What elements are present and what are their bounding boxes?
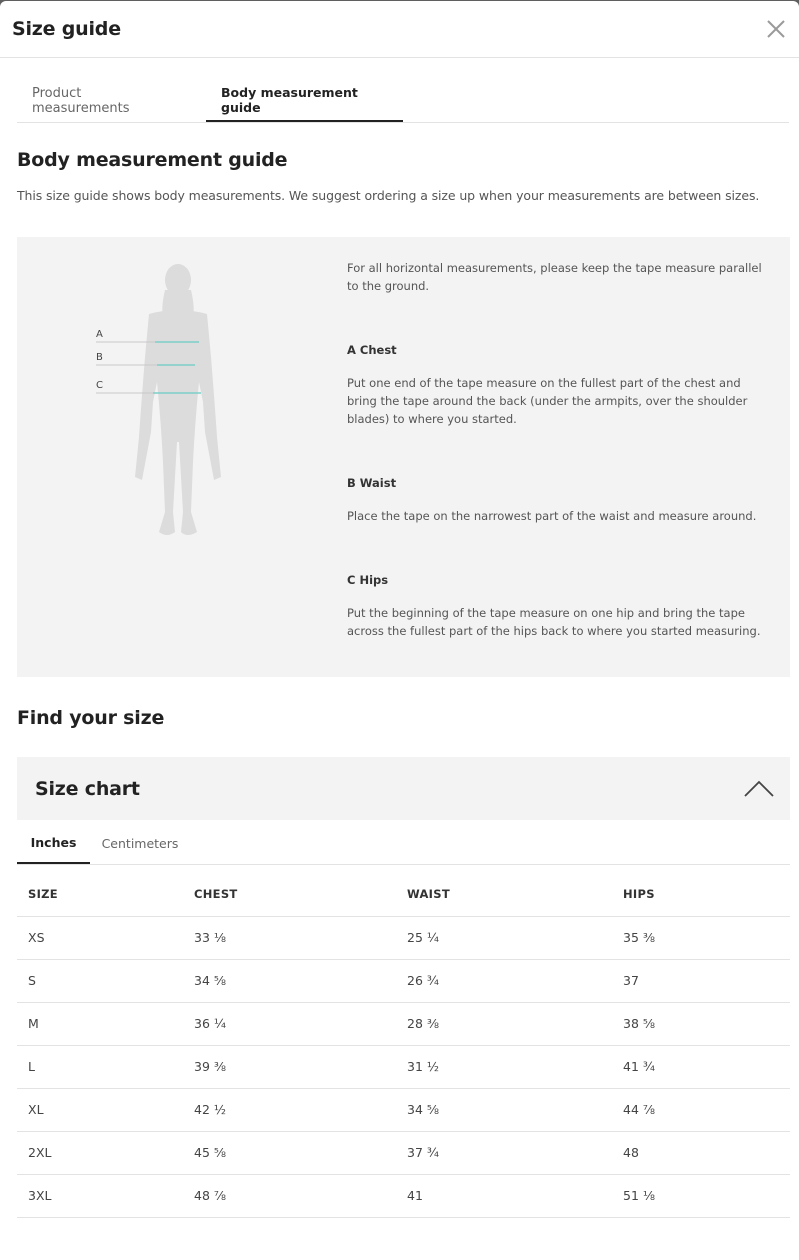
cell-chest: 45 ⅝: [194, 1131, 407, 1174]
hips-title: C Hips: [347, 573, 389, 587]
cell-hips: 44 ⅞: [623, 1088, 790, 1131]
table-row: [17, 1088, 790, 1131]
table-header-row: [17, 873, 790, 916]
column-header-waist: WAIST: [407, 873, 623, 916]
table-row: [17, 1174, 790, 1217]
unit-tabs: [17, 821, 790, 865]
body-figure-illustration: [87, 262, 287, 552]
cell-chest: 39 ⅜: [194, 1045, 407, 1088]
cell-waist: 25 ¼: [407, 916, 623, 959]
chevron-up-icon: [744, 780, 774, 798]
cell-size: M: [17, 1002, 194, 1045]
measurement-instructions: [347, 259, 772, 640]
table-row: [17, 1045, 790, 1088]
measurement-guide-panel: [17, 237, 790, 677]
modal-header: [0, 1, 799, 58]
cell-waist: 37 ¾: [407, 1131, 623, 1174]
general-note: For all horizontal measurements, please keep the tape measure parallel to the ground.: [347, 261, 762, 293]
size-chart-toggle[interactable]: [17, 757, 790, 820]
cell-hips: 51 ⅛: [623, 1174, 790, 1217]
cell-size: S: [17, 959, 194, 1002]
cell-hips: 38 ⅝: [623, 1002, 790, 1045]
cell-chest: 33 ⅛: [194, 916, 407, 959]
cell-chest: 34 ⅝: [194, 959, 407, 1002]
waist-title: B Waist: [347, 476, 397, 490]
table-row: [17, 959, 790, 1002]
column-header-hips: HIPS: [623, 873, 790, 916]
waist-text: Place the tape on the narrowest part of the waist and measure around.: [347, 509, 757, 523]
cell-waist: 31 ½: [407, 1045, 623, 1088]
size-chart-table: [17, 873, 790, 1218]
cell-size: 3XL: [17, 1174, 194, 1217]
cell-waist: 26 ¾: [407, 959, 623, 1002]
size-guide-modal: [0, 1, 799, 1260]
cell-size: XS: [17, 916, 194, 959]
guide-intro: This size guide shows body measurements. We suggest ordering a size up when your measurements are between sizes.: [17, 188, 760, 203]
cell-hips: 35 ⅜: [623, 916, 790, 959]
cell-hips: 37: [623, 959, 790, 1002]
tab-body-measurement-guide[interactable]: Body measurement guide: [206, 80, 403, 122]
section-heading: Body measurement guide: [17, 149, 288, 171]
cell-chest: 36 ¼: [194, 1002, 407, 1045]
table-row: [17, 1131, 790, 1174]
tab-product-measurements[interactable]: Product measurements: [32, 86, 130, 116]
cell-hips: 48: [623, 1131, 790, 1174]
chest-title: A Chest: [347, 343, 397, 357]
cell-size: L: [17, 1045, 194, 1088]
cell-size: 2XL: [17, 1131, 194, 1174]
figure-label-b: B: [96, 352, 103, 363]
table-row: [17, 916, 790, 959]
close-icon: [766, 19, 786, 39]
cell-chest: 42 ½: [194, 1088, 407, 1131]
tab-inches[interactable]: Inches: [17, 822, 90, 864]
cell-waist: 41: [407, 1174, 623, 1217]
column-header-size: SIZE: [17, 873, 194, 916]
close-button[interactable]: [761, 14, 791, 44]
chest-text: Put one end of the tape measure on the fullest part of the chest and bring the tape around the back (under the armpits, over the shoulder blades) to where you started.: [347, 376, 748, 426]
modal-title: Size guide: [12, 18, 121, 40]
size-chart-title: Size chart: [35, 777, 140, 800]
tab-centimeters[interactable]: Centimeters: [101, 835, 179, 851]
table-row: [17, 1002, 790, 1045]
guide-tabs: [17, 58, 789, 123]
hips-text: Put the beginning of the tape measure on one hip and bring the tape across the fullest part of the hips back to where you started measuring.: [347, 606, 761, 638]
body-silhouette-icon: [135, 264, 221, 535]
cell-chest: 48 ⅞: [194, 1174, 407, 1217]
cell-size: XL: [17, 1088, 194, 1131]
figure-label-a: A: [96, 329, 103, 340]
cell-waist: 34 ⅝: [407, 1088, 623, 1131]
figure-label-c: C: [96, 380, 103, 391]
cell-waist: 28 ⅜: [407, 1002, 623, 1045]
column-header-chest: CHEST: [194, 873, 407, 916]
cell-hips: 41 ¾: [623, 1045, 790, 1088]
find-your-size-heading: Find your size: [17, 707, 165, 729]
